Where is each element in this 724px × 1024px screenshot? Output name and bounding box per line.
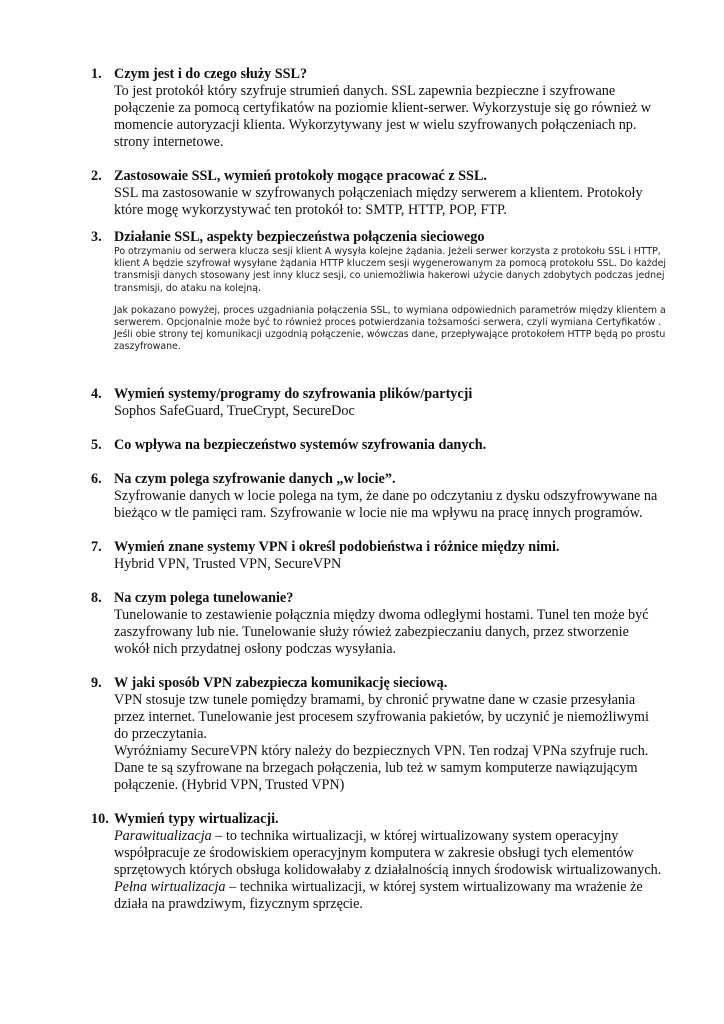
list-item (91, 437, 666, 454)
question: Działanie SSL, aspekty bezpieczeństwa połączenia sieciowego (114, 229, 485, 245)
list-item (91, 675, 666, 794)
answer: Tunelowanie to zestawienie połącznia między dwoma odległymi hostami. Tunel ten może być zaszyfrowany lub nie. Tunelowanie służy rówież zabezpieczaniu danych, przez stworzenie wokół nich przydatnej osłony podczas wysyłania. (114, 606, 649, 657)
list-item (91, 590, 666, 658)
definition-text: – technika wirtualizacji, w której system wirtualizowany ma wrażenie że działa na prawdziwym, fizycznym sprzęcie. (114, 878, 643, 912)
item-number: 3. (91, 229, 102, 245)
answer-paragraph: Po otrzymaniu od serwera klucza sesji klient A wysyła kolejne żądania. Jeżeli serwer korzysta z protokołu SSL i HTTP, klient A będzie szyfrował wysyłane żądania HTTP kluczem sesji wygenerowanym za pomocą protokołu SSL. Do każdej transmisji danych stosowany jest inny klucz sesji, co uniemożliwia hakerowi użycie danych zdobytych podczas jednej transmisji, do ataku na kolejną. (114, 246, 667, 294)
answer: SSL ma zastosowanie w szyfrowanych połączeniach między serwerem a klientem. Protokoły które mogę wykorzystywać ten protokół to: SMTP, HTTP, POP, FTP. (114, 185, 643, 218)
answer-paragraph: Jak pokazano powyżej, proces uzgadniania połączenia SSL, to wymiana odpowiednich parametrów między klientem a serwerem. Opcjonalnie może być to również proces potwierdzania tożsamości serwera, czyli wymiana Certyfikatów . Jeśli obie strony tej komunikacji uzgodnią połączenie, wówczas dane, przepływające protokołem HTTP będą po prostu zaszyfrowane. (114, 304, 666, 353)
definition-text: – to technika wirtualizacji, w której wirtualizowany system operacyjny współpracuje ze środowiskiem operacyjnym komputera w zakresie obsługi tych elementów sprzętowych których obsługa kolidowałaby z działalnością innych środowisk wirtualizowanych. (114, 827, 662, 878)
question: Na czym polega szyfrowanie danych „w locie”. (114, 470, 396, 487)
question: W jaki sposób VPN zabezpiecza komunikację sieciową. (114, 674, 448, 691)
item-number: 4. (91, 385, 102, 402)
list-item (91, 168, 666, 219)
term: Parawitualizacja (114, 827, 212, 844)
item-number: 5. (91, 436, 102, 453)
item-number: 9. (91, 674, 102, 691)
item-number: 7. (91, 538, 102, 555)
question: Zastosowaie SSL, wymień protokoły mogące pracować z SSL. (114, 168, 487, 184)
answer-small-print (114, 246, 666, 354)
list-item (91, 539, 666, 573)
answer (114, 828, 666, 913)
answer: To jest protokół który szyfruje strumień danych. SSL zapewnia bezpieczne i szyfrowane połączenie za pomocą certyfikatów na poziomie klient-serwer. Wykorzystuje się go również w momencie autoryzacji klienta. Wykorzytywany jest w wielu szyfrowanych połączeniach np. strony internetowe. (114, 83, 652, 150)
list-item (91, 66, 666, 151)
item-number: 10. (91, 810, 109, 827)
list-item (91, 811, 666, 913)
question: Wymień znane systemy VPN i określ podobieństwa i różnice między nimi. (114, 538, 560, 555)
question-list (91, 66, 666, 913)
term: Pełna wirtualizacja (114, 878, 226, 895)
answer: Sophos SafeGuard, TrueCrypt, SecureDoc (114, 402, 355, 419)
question: Czym jest i do czego służy SSL? (114, 66, 308, 82)
answer: Hybrid VPN, Trusted VPN, SecureVPN (114, 555, 342, 572)
question: Wymień systemy/programy do szyfrowania plików/partycji (114, 385, 473, 402)
question: Co wpływa na bezpieczeństwo systemów szyfrowania danych. (114, 436, 487, 453)
definition-full-virtualization (114, 879, 666, 913)
item-number: 1. (91, 66, 102, 82)
answer-paragraph: VPN stosuje tzw tunele pomiędzy bramami, by chronić prywatne dane w czasie przesyłania przez internet. Tunelowanie jest procesem szyfrowania pakietów, by uczynić je niemożliwymi do przeczytania. (114, 691, 649, 742)
list-item (91, 471, 666, 522)
definition-paravirtualization (114, 828, 666, 879)
question: Wymień typy wirtualizacji. (114, 810, 279, 827)
item-number: 6. (91, 470, 102, 487)
question: Na czym polega tunelowanie? (114, 589, 294, 606)
answer: Szyfrowanie danych w locie polega na tym, że dane po odczytaniu z dysku odszyfrowywane na bieżąco w tle pamięci ram. Szyfrowanie w locie nie ma wpływu na pracę innych programów. (114, 487, 658, 521)
answer (114, 692, 666, 794)
item-number: 2. (91, 168, 102, 184)
answer-paragraph: Wyróżniamy SecureVPN który należy do bezpiecznych VPN. Ten rodzaj VPNa szyfruje ruch. Dane te są szyfrowane na brzegach połączenia, lub też w samym komputerze nawiązującym połączenie. (Hybrid VPN, Trusted VPN) (114, 742, 649, 793)
item-number: 8. (91, 589, 102, 606)
list-item (91, 229, 666, 354)
list-item (91, 386, 666, 420)
